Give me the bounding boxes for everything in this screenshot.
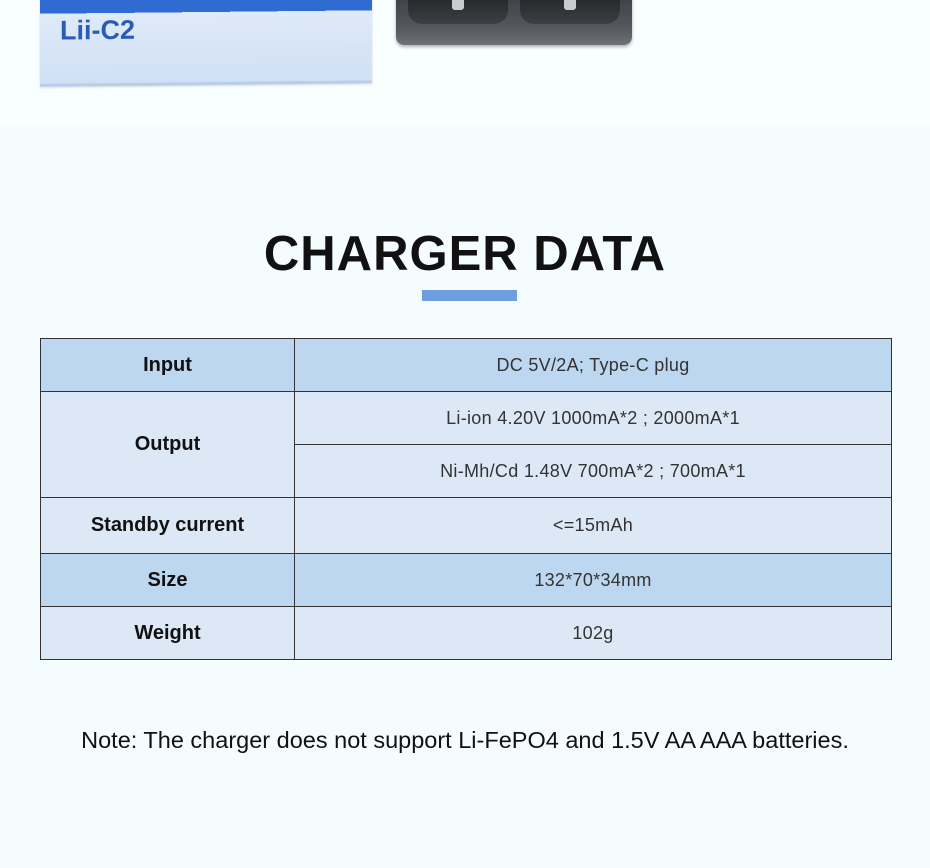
table-row-input	[41, 339, 892, 392]
table-row-weight	[41, 607, 892, 660]
row-value: Li-ion 4.20V 1000mA*2 ; 2000mA*1	[295, 392, 892, 445]
table-row-output	[41, 392, 892, 445]
spec-table	[40, 338, 892, 660]
compatibility-note: Note: The charger does not support Li-FePO4 and 1.5V AA AAA batteries.	[81, 727, 849, 753]
product-box-image	[40, 0, 372, 87]
row-value: DC 5V/2A; Type-C plug	[295, 339, 892, 392]
section-title: CHARGER DATA	[263, 227, 667, 281]
product-model-label: Lii-C2	[60, 14, 136, 46]
battery-slot	[408, 0, 508, 24]
table-row-size	[41, 554, 892, 607]
table-row-standby	[41, 498, 892, 554]
row-label: Size	[41, 554, 295, 607]
battery-slot	[520, 0, 620, 24]
row-label: Input	[41, 339, 295, 392]
row-label: Weight	[41, 607, 295, 660]
row-value: 132*70*34mm	[295, 554, 892, 607]
row-value: <=15mAh	[295, 498, 892, 554]
charger-image	[396, 0, 632, 45]
product-image-band	[0, 0, 930, 125]
row-label: Output	[41, 392, 295, 498]
row-value: Ni-Mh/Cd 1.48V 700mA*2 ; 700mA*1	[295, 445, 892, 498]
row-label: Standby current	[41, 498, 295, 554]
title-underline	[422, 290, 517, 301]
row-value: 102g	[295, 607, 892, 660]
